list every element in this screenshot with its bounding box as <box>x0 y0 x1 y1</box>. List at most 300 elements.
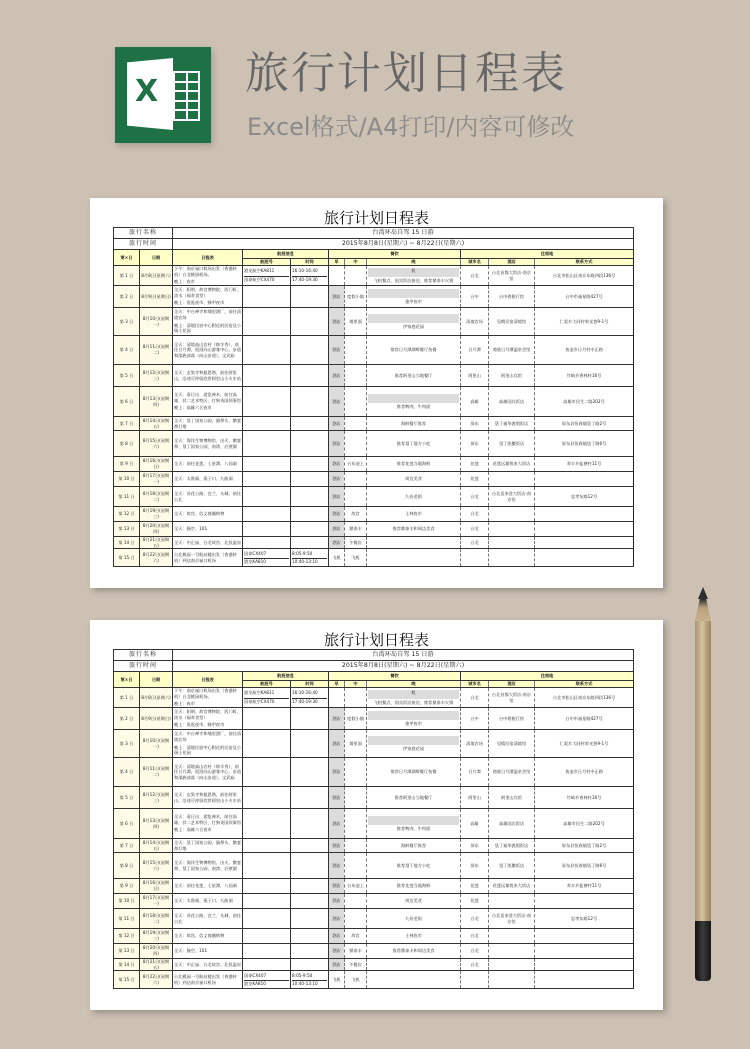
hotel-cell[interactable]: 见晴民宿清境馆 <box>489 308 535 336</box>
hotel-cell[interactable] <box>489 971 535 989</box>
dinner-cell[interactable] <box>367 417 461 431</box>
itinerary-cell[interactable] <box>173 894 243 909</box>
flight-time-cell[interactable] <box>291 959 329 971</box>
contact-cell[interactable] <box>535 537 634 549</box>
hotel-cell[interactable]: 阿里山宾馆 <box>489 787 535 809</box>
hotel-cell[interactable]: 商旅日月潭温泉会馆 <box>489 758 535 787</box>
day-cell[interactable]: 第 11 日 <box>114 487 140 507</box>
flight-no-cell[interactable] <box>243 387 291 417</box>
day-cell[interactable]: 第 7 日 <box>114 417 140 431</box>
flight-no-cell[interactable] <box>243 809 291 839</box>
flight-no-cell[interactable] <box>243 537 291 549</box>
day-cell[interactable]: 第 8 日 <box>114 853 140 879</box>
city-cell[interactable]: 台中 <box>461 708 489 730</box>
lunch-cell[interactable] <box>345 266 367 286</box>
itinerary-cell[interactable] <box>173 522 243 537</box>
breakfast-cell[interactable]: 酒店 <box>329 537 345 549</box>
date-cell[interactable]: 8月9日(星期日) <box>140 708 173 730</box>
itinerary-cell[interactable] <box>173 387 243 417</box>
lunch-cell[interactable]: 故宫 <box>345 507 367 522</box>
hotel-cell[interactable] <box>489 959 535 971</box>
flight-no-cell[interactable] <box>243 431 291 457</box>
dinner-cell[interactable] <box>367 472 461 487</box>
itinerary-cell[interactable] <box>173 336 243 365</box>
itinerary-cell[interactable] <box>173 879 243 894</box>
day-cell[interactable]: 第 1 日 <box>114 266 140 286</box>
contact-cell[interactable] <box>535 959 634 971</box>
city-cell[interactable]: 日月潭 <box>461 758 489 787</box>
contact-cell[interactable]: 寿丰乡盐寮村11号 <box>535 879 634 894</box>
itinerary-cell[interactable] <box>173 537 243 549</box>
flight-no-cell[interactable] <box>243 522 291 537</box>
hotel-cell[interactable]: 阿里山宾馆 <box>489 365 535 387</box>
dinner-cell[interactable] <box>367 507 461 522</box>
city-cell[interactable]: 花莲 <box>461 894 489 909</box>
breakfast-cell[interactable]: 酒店 <box>329 487 345 507</box>
city-cell[interactable]: 台北 <box>461 929 489 944</box>
day-cell[interactable]: 第 6 日 <box>114 809 140 839</box>
date-cell[interactable]: 8月21日(星期五) <box>140 959 173 971</box>
date-cell[interactable]: 8月9日(星期日) <box>140 286 173 308</box>
dinner-cell[interactable] <box>367 286 461 308</box>
flight-time-cell[interactable] <box>291 457 329 472</box>
flight-no-cell[interactable] <box>243 708 291 730</box>
breakfast-cell[interactable] <box>329 688 345 708</box>
dinner-cell[interactable] <box>367 549 461 567</box>
itinerary-cell[interactable] <box>173 431 243 457</box>
city-cell[interactable] <box>461 549 489 567</box>
hotel-cell[interactable] <box>489 929 535 944</box>
contact-cell[interactable]: 竹崎乡香林村16号 <box>535 365 634 387</box>
contact-cell[interactable]: 屏东县恒春镇垦丁路2号 <box>535 417 634 431</box>
city-cell[interactable]: 日月潭 <box>461 336 489 365</box>
day-cell[interactable]: 第 7 日 <box>114 839 140 853</box>
itinerary-cell[interactable] <box>173 730 243 758</box>
breakfast-cell[interactable]: 酒店 <box>329 308 345 336</box>
contact-cell[interactable] <box>535 971 634 989</box>
day-cell[interactable]: 第 12 日 <box>114 507 140 522</box>
breakfast-cell[interactable]: 飞机 <box>329 549 345 567</box>
contact-cell[interactable]: 竹崎乡香林村16号 <box>535 787 634 809</box>
date-cell[interactable]: 8月19日(星期三) <box>140 507 173 522</box>
breakfast-cell[interactable]: 酒店 <box>329 894 345 909</box>
city-cell[interactable]: 台北 <box>461 522 489 537</box>
hotel-cell[interactable] <box>489 507 535 522</box>
date-cell[interactable]: 8月11日(星期二) <box>140 758 173 787</box>
contact-cell[interactable]: 鱼池乡日月村中正路 <box>535 758 634 787</box>
date-cell[interactable]: 8月16日(星期日) <box>140 457 173 472</box>
dinner-cell[interactable] <box>367 537 461 549</box>
hotel-cell[interactable]: 垦丁凯撒饭店 <box>489 853 535 879</box>
itinerary-cell[interactable] <box>173 472 243 487</box>
date-cell[interactable]: 8月22日(星期六) <box>140 549 173 567</box>
day-cell[interactable]: 第 5 日 <box>114 365 140 387</box>
date-cell[interactable]: 8月11日(星期二) <box>140 336 173 365</box>
city-cell[interactable]: 高雄 <box>461 387 489 417</box>
hotel-cell[interactable]: 花莲远雄悦来大饭店 <box>489 879 535 894</box>
city-cell[interactable]: 清境农场 <box>461 308 489 336</box>
flight-time-cell[interactable] <box>291 708 329 730</box>
breakfast-cell[interactable]: 酒店 <box>329 879 345 894</box>
date-cell[interactable]: 8月15日(星期六) <box>140 431 173 457</box>
lunch-cell[interactable] <box>345 387 367 417</box>
hotel-cell[interactable] <box>489 549 535 567</box>
flight-time-cell[interactable] <box>291 879 329 894</box>
breakfast-cell[interactable]: 酒店 <box>329 417 345 431</box>
flight-no-cell[interactable] <box>243 457 291 472</box>
hotel-cell[interactable]: 垦丁福华渡假饭店 <box>489 839 535 853</box>
day-cell[interactable]: 第 1 日 <box>114 688 140 708</box>
dinner-cell[interactable] <box>367 308 461 336</box>
itinerary-cell[interactable] <box>173 708 243 730</box>
dinner-cell[interactable] <box>367 336 461 365</box>
dinner-cell[interactable] <box>367 894 461 909</box>
breakfast-cell[interactable]: 酒店 <box>329 708 345 730</box>
lunch-cell[interactable]: 午餐店 <box>345 537 367 549</box>
date-cell[interactable]: 8月20日(星期四) <box>140 944 173 959</box>
flight-time-cell[interactable] <box>291 472 329 487</box>
breakfast-cell[interactable]: 酒店 <box>329 853 345 879</box>
city-cell[interactable]: 阿里山 <box>461 365 489 387</box>
flight-no-cell[interactable] <box>243 787 291 809</box>
dinner-cell[interactable] <box>367 431 461 457</box>
date-cell[interactable]: 8月17日(星期一) <box>140 894 173 909</box>
contact-cell[interactable] <box>535 929 634 944</box>
lunch-cell[interactable] <box>345 758 367 787</box>
flight-time-cell[interactable] <box>291 758 329 787</box>
city-cell[interactable]: 屏东 <box>461 431 489 457</box>
dinner-cell[interactable] <box>367 909 461 929</box>
flight-time-cell[interactable] <box>291 266 329 286</box>
flight-time-cell[interactable] <box>291 308 329 336</box>
itinerary-cell[interactable] <box>173 266 243 286</box>
lunch-cell[interactable] <box>345 336 367 365</box>
date-cell[interactable]: 8月10日(星期一) <box>140 308 173 336</box>
city-cell[interactable]: 台北 <box>461 537 489 549</box>
itinerary-cell[interactable] <box>173 787 243 809</box>
city-cell[interactable]: 屏东 <box>461 839 489 853</box>
flight-time-cell[interactable] <box>291 549 329 567</box>
breakfast-cell[interactable]: 酒店 <box>329 472 345 487</box>
lunch-cell[interactable] <box>345 839 367 853</box>
dinner-cell[interactable] <box>367 944 461 959</box>
day-cell[interactable]: 第 15 日 <box>114 549 140 567</box>
date-cell[interactable]: 8月13日(星期四) <box>140 809 173 839</box>
day-cell[interactable]: 第 11 日 <box>114 909 140 929</box>
breakfast-cell[interactable]: 酒店 <box>329 431 345 457</box>
dinner-cell[interactable] <box>367 688 461 708</box>
flight-no-cell[interactable] <box>243 853 291 879</box>
city-cell[interactable]: 花莲 <box>461 472 489 487</box>
contact-cell[interactable]: 台中市福星路427号 <box>535 286 634 308</box>
flight-time-cell[interactable] <box>291 894 329 909</box>
contact-cell[interactable] <box>535 472 634 487</box>
lunch-cell[interactable] <box>345 787 367 809</box>
flight-no-cell[interactable] <box>243 365 291 387</box>
itinerary-cell[interactable] <box>173 365 243 387</box>
breakfast-cell[interactable]: 酒店 <box>329 522 345 537</box>
city-cell[interactable]: 花莲 <box>461 457 489 472</box>
date-cell[interactable]: 8月15日(星期六) <box>140 853 173 879</box>
itinerary-cell[interactable] <box>173 909 243 929</box>
hotel-cell[interactable]: 台北首都大饭店-南京馆 <box>489 688 535 708</box>
hotel-cell[interactable] <box>489 472 535 487</box>
flight-time-cell[interactable] <box>291 971 329 989</box>
flight-no-cell[interactable] <box>243 894 291 909</box>
hotel-cell[interactable] <box>489 522 535 537</box>
contact-cell[interactable]: 台中市福星路427号 <box>535 708 634 730</box>
contact-cell[interactable]: 高雄市民生二路202号 <box>535 809 634 839</box>
lunch-cell[interactable] <box>345 365 367 387</box>
date-cell[interactable]: 8月14日(星期五) <box>140 417 173 431</box>
hotel-cell[interactable]: 垦丁福华渡假饭店 <box>489 417 535 431</box>
flight-no-cell[interactable] <box>243 549 291 567</box>
hotel-cell[interactable] <box>489 894 535 909</box>
hotel-cell[interactable]: 台北喜来登大饭店-南京馆 <box>489 487 535 507</box>
breakfast-cell[interactable]: 酒店 <box>329 730 345 758</box>
flight-time-cell[interactable] <box>291 336 329 365</box>
day-cell[interactable]: 第 10 日 <box>114 894 140 909</box>
city-cell[interactable]: 台北 <box>461 959 489 971</box>
flight-no-cell[interactable] <box>243 336 291 365</box>
flight-no-cell[interactable] <box>243 730 291 758</box>
itinerary-cell[interactable] <box>173 688 243 708</box>
lunch-cell[interactable] <box>345 472 367 487</box>
city-cell[interactable]: 台北 <box>461 688 489 708</box>
lunch-cell[interactable] <box>345 909 367 929</box>
hotel-cell[interactable]: 台中碧根行馆 <box>489 286 535 308</box>
itinerary-cell[interactable] <box>173 944 243 959</box>
breakfast-cell[interactable]: 酒店 <box>329 959 345 971</box>
flight-time-cell[interactable] <box>291 417 329 431</box>
city-cell[interactable]: 台北 <box>461 487 489 507</box>
date-cell[interactable]: 8月12日(星期三) <box>140 365 173 387</box>
city-cell[interactable]: 台中 <box>461 286 489 308</box>
dinner-cell[interactable] <box>367 839 461 853</box>
day-cell[interactable]: 第 9 日 <box>114 457 140 472</box>
itinerary-cell[interactable] <box>173 971 243 989</box>
breakfast-cell[interactable]: 酒店 <box>329 365 345 387</box>
flight-no-cell[interactable] <box>243 839 291 853</box>
date-cell[interactable]: 8月20日(星期四) <box>140 522 173 537</box>
hotel-cell[interactable]: 花莲远雄悦来大饭店 <box>489 457 535 472</box>
date-cell[interactable]: 8月17日(星期一) <box>140 472 173 487</box>
contact-cell[interactable] <box>535 894 634 909</box>
city-cell[interactable]: 屏东 <box>461 853 489 879</box>
flight-time-cell[interactable] <box>291 507 329 522</box>
city-cell[interactable] <box>461 971 489 989</box>
lunch-cell[interactable]: 度假小镇 <box>345 286 367 308</box>
lunch-cell[interactable]: 台东池上 <box>345 457 367 472</box>
contact-cell[interactable]: 忠孝东路12号 <box>535 909 634 929</box>
day-cell[interactable]: 第 13 日 <box>114 944 140 959</box>
itinerary-cell[interactable] <box>173 487 243 507</box>
day-cell[interactable]: 第 3 日 <box>114 308 140 336</box>
contact-cell[interactable]: 高雄市民生二路202号 <box>535 387 634 417</box>
hotel-cell[interactable]: 见晴民宿清境馆 <box>489 730 535 758</box>
lunch-cell[interactable]: 鼎泰丰 <box>345 522 367 537</box>
city-cell[interactable]: 高雄 <box>461 809 489 839</box>
contact-cell[interactable]: 屏东县恒春镇垦丁路6号 <box>535 853 634 879</box>
contact-cell[interactable] <box>535 507 634 522</box>
breakfast-cell[interactable]: 酒店 <box>329 944 345 959</box>
dinner-cell[interactable] <box>367 879 461 894</box>
date-cell[interactable]: 8月8日(星期六) <box>140 688 173 708</box>
contact-cell[interactable]: 忠孝东路12号 <box>535 487 634 507</box>
contact-cell[interactable] <box>535 522 634 537</box>
dinner-cell[interactable] <box>367 730 461 758</box>
itinerary-cell[interactable] <box>173 959 243 971</box>
itinerary-cell[interactable] <box>173 308 243 336</box>
day-cell[interactable]: 第 15 日 <box>114 971 140 989</box>
breakfast-cell[interactable]: 酒店 <box>329 809 345 839</box>
contact-cell[interactable]: 鱼池乡日月村中正路 <box>535 336 634 365</box>
contact-cell[interactable] <box>535 549 634 567</box>
hotel-cell[interactable]: 台中碧根行馆 <box>489 708 535 730</box>
date-cell[interactable]: 8月8日(星期六) <box>140 266 173 286</box>
flight-no-cell[interactable] <box>243 959 291 971</box>
day-cell[interactable]: 第 5 日 <box>114 787 140 809</box>
dinner-cell[interactable] <box>367 365 461 387</box>
lunch-cell[interactable]: 故宫 <box>345 929 367 944</box>
city-cell[interactable]: 花莲 <box>461 879 489 894</box>
breakfast-cell[interactable]: 酒店 <box>329 457 345 472</box>
breakfast-cell[interactable]: 酒店 <box>329 286 345 308</box>
day-cell[interactable]: 第 4 日 <box>114 336 140 365</box>
dinner-cell[interactable] <box>367 522 461 537</box>
lunch-cell[interactable] <box>345 894 367 909</box>
date-cell[interactable]: 8月21日(星期五) <box>140 537 173 549</box>
lunch-cell[interactable]: 埔里面 <box>345 730 367 758</box>
itinerary-cell[interactable] <box>173 286 243 308</box>
contact-cell[interactable]: 仁爱乡大同村荣光巷9-1号 <box>535 730 634 758</box>
dinner-cell[interactable] <box>367 487 461 507</box>
breakfast-cell[interactable]: 酒店 <box>329 839 345 853</box>
itinerary-cell[interactable] <box>173 417 243 431</box>
lunch-cell[interactable] <box>345 417 367 431</box>
hotel-cell[interactable] <box>489 537 535 549</box>
city-cell[interactable]: 清境农场 <box>461 730 489 758</box>
breakfast-cell[interactable]: 酒店 <box>329 758 345 787</box>
flight-no-cell[interactable] <box>243 487 291 507</box>
day-cell[interactable]: 第 14 日 <box>114 537 140 549</box>
lunch-cell[interactable] <box>345 688 367 708</box>
breakfast-cell[interactable]: 酒店 <box>329 909 345 929</box>
lunch-cell[interactable] <box>345 487 367 507</box>
flight-no-cell[interactable] <box>243 929 291 944</box>
dinner-cell[interactable] <box>367 853 461 879</box>
breakfast-cell[interactable]: 酒店 <box>329 336 345 365</box>
dinner-cell[interactable] <box>367 809 461 839</box>
day-cell[interactable]: 第 12 日 <box>114 929 140 944</box>
flight-time-cell[interactable] <box>291 929 329 944</box>
city-cell[interactable]: 台北 <box>461 909 489 929</box>
day-cell[interactable]: 第 2 日 <box>114 708 140 730</box>
day-cell[interactable]: 第 4 日 <box>114 758 140 787</box>
dinner-cell[interactable] <box>367 929 461 944</box>
flight-no-cell[interactable] <box>243 758 291 787</box>
date-cell[interactable]: 8月13日(星期四) <box>140 387 173 417</box>
flight-no-cell[interactable] <box>243 944 291 959</box>
itinerary-cell[interactable] <box>173 929 243 944</box>
day-cell[interactable]: 第 10 日 <box>114 472 140 487</box>
dinner-cell[interactable] <box>367 971 461 989</box>
day-cell[interactable]: 第 2 日 <box>114 286 140 308</box>
itinerary-cell[interactable] <box>173 758 243 787</box>
flight-time-cell[interactable] <box>291 839 329 853</box>
date-cell[interactable]: 8月22日(星期六) <box>140 971 173 989</box>
lunch-cell[interactable] <box>345 431 367 457</box>
day-cell[interactable]: 第 9 日 <box>114 879 140 894</box>
breakfast-cell[interactable]: 酒店 <box>329 387 345 417</box>
contact-cell[interactable] <box>535 944 634 959</box>
contact-cell[interactable]: 屏东县恒春镇垦丁路6号 <box>535 431 634 457</box>
date-cell[interactable]: 8月19日(星期三) <box>140 929 173 944</box>
itinerary-cell[interactable] <box>173 457 243 472</box>
flight-time-cell[interactable] <box>291 286 329 308</box>
flight-no-cell[interactable] <box>243 472 291 487</box>
lunch-cell[interactable]: 鼎泰丰 <box>345 944 367 959</box>
breakfast-cell[interactable]: 酒店 <box>329 787 345 809</box>
flight-time-cell[interactable] <box>291 787 329 809</box>
flight-no-cell[interactable] <box>243 507 291 522</box>
flight-no-cell[interactable] <box>243 688 291 708</box>
lunch-cell[interactable]: 午餐店 <box>345 959 367 971</box>
flight-time-cell[interactable] <box>291 365 329 387</box>
hotel-cell[interactable]: 高雄国宾饭店 <box>489 809 535 839</box>
flight-time-cell[interactable] <box>291 730 329 758</box>
lunch-cell[interactable]: 度假小镇 <box>345 708 367 730</box>
lunch-cell[interactable] <box>345 853 367 879</box>
flight-time-cell[interactable] <box>291 522 329 537</box>
flight-time-cell[interactable] <box>291 487 329 507</box>
city-cell[interactable]: 台北 <box>461 266 489 286</box>
contact-cell[interactable]: 台北市松山区南京东路四段136号 <box>535 266 634 286</box>
flight-time-cell[interactable] <box>291 853 329 879</box>
breakfast-cell[interactable]: 酒店 <box>329 507 345 522</box>
city-cell[interactable]: 台北 <box>461 507 489 522</box>
dinner-cell[interactable] <box>367 708 461 730</box>
hotel-cell[interactable] <box>489 944 535 959</box>
contact-cell[interactable]: 台北市松山区南京东路四段136号 <box>535 688 634 708</box>
flight-time-cell[interactable] <box>291 909 329 929</box>
flight-time-cell[interactable] <box>291 431 329 457</box>
date-cell[interactable]: 8月14日(星期五) <box>140 839 173 853</box>
lunch-cell[interactable]: 埔里面 <box>345 308 367 336</box>
contact-cell[interactable]: 寿丰乡盐寮村11号 <box>535 457 634 472</box>
lunch-cell[interactable] <box>345 809 367 839</box>
breakfast-cell[interactable]: 飞机 <box>329 971 345 989</box>
flight-no-cell[interactable] <box>243 308 291 336</box>
flight-time-cell[interactable] <box>291 537 329 549</box>
hotel-cell[interactable]: 台北首都大饭店-南京馆 <box>489 266 535 286</box>
flight-no-cell[interactable] <box>243 286 291 308</box>
city-cell[interactable]: 台北 <box>461 944 489 959</box>
city-cell[interactable]: 屏东 <box>461 417 489 431</box>
date-cell[interactable]: 8月18日(星期二) <box>140 487 173 507</box>
day-cell[interactable]: 第 6 日 <box>114 387 140 417</box>
itinerary-cell[interactable] <box>173 507 243 522</box>
breakfast-cell[interactable] <box>329 266 345 286</box>
lunch-cell[interactable]: 台东池上 <box>345 879 367 894</box>
flight-time-cell[interactable] <box>291 944 329 959</box>
day-cell[interactable]: 第 8 日 <box>114 431 140 457</box>
dinner-cell[interactable] <box>367 387 461 417</box>
hotel-cell[interactable]: 垦丁凯撒饭店 <box>489 431 535 457</box>
hotel-cell[interactable]: 台北喜来登大饭店-南京馆 <box>489 909 535 929</box>
hotel-cell[interactable]: 商旅日月潭温泉会馆 <box>489 336 535 365</box>
day-cell[interactable]: 第 3 日 <box>114 730 140 758</box>
